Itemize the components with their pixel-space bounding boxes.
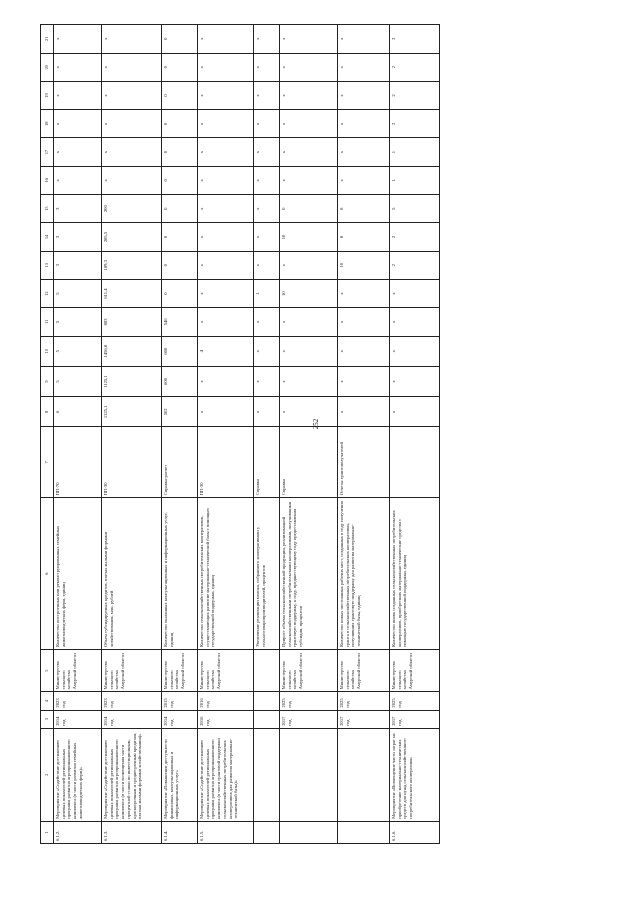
table-row <box>280 25 338 844</box>
table-cell-indicator: Количество вновь созданных сельскохозяйственных потребительских кооперативов, приобретших материально-технические средства с помощью государственной поддержки, единиц <box>390 498 440 650</box>
table-cell-v9: х <box>254 366 280 396</box>
column-header: 4 <box>41 692 54 710</box>
table-cell-v10: 600 <box>162 336 198 366</box>
table-cell-v15: х <box>198 195 254 223</box>
table-cell-v8: х <box>254 397 280 427</box>
table-sheet <box>40 24 620 844</box>
table-cell-v16: 0 <box>162 166 198 194</box>
table-cell-y2: 2016 год <box>198 692 254 710</box>
table-row <box>254 25 280 844</box>
table-cell-v20: х <box>54 53 102 81</box>
table-cell-v21: 0 <box>162 25 198 54</box>
table-cell-indicator: Прирост объема сельскохозяйственной продукции, реализованной сельскохозяйственными потребительскими кооперативами, получившими грантовую поддержку, к году, предшествующему году предоставления субсидии, процентов <box>280 498 338 650</box>
table-cell-exec: Министерство сельского хозяйства Амурской области <box>102 649 162 691</box>
column-header: 18 <box>41 110 54 138</box>
table-cell-exec: Министерство сельского хозяйства Амурской области <box>390 649 440 691</box>
table-cell-v14: х <box>198 223 254 251</box>
table-cell-v16: х <box>198 166 254 194</box>
table-cell-v8: х <box>198 397 254 427</box>
table-cell-v18: х <box>102 110 162 138</box>
indicators-table <box>40 24 440 844</box>
table-cell-v14: 2 <box>390 223 440 251</box>
table-cell-y2: 2025 год <box>338 692 390 710</box>
column-header: 19 <box>41 81 54 109</box>
table-cell-v13: х <box>198 251 254 279</box>
table-cell-v12: 0 <box>162 279 198 307</box>
table-cell-indicator: Количество оказанных консультационных и информационных услуг, единиц <box>162 498 198 650</box>
table-cell-y1: 2017 год <box>390 710 440 728</box>
table-cell-v15: 0 <box>162 195 198 223</box>
table-cell-y2: 2015 год <box>162 692 198 710</box>
table-cell-measure: Мероприятие «Содействие достижению целевых показателей региональных программ развития агропромышленного комплекса (в части развития семейных животноводческих ферм)» <box>54 728 102 821</box>
table-cell-v12: х <box>198 279 254 307</box>
table-cell-v15: 3 <box>54 195 102 223</box>
table-cell-v17: 0 <box>162 138 198 166</box>
table-cell-v19: х <box>338 81 390 109</box>
header-row <box>41 25 54 844</box>
table-cell-v12: х <box>390 279 440 307</box>
table-cell-v17: х <box>102 138 162 166</box>
column-header: 11 <box>41 308 54 336</box>
table-cell-measure <box>280 728 338 821</box>
table-cell-v19: х <box>280 81 338 109</box>
table-cell-v15: 200 <box>102 195 162 223</box>
table-cell-v15: 5 <box>390 195 440 223</box>
table-row <box>102 25 162 844</box>
table-cell-v11: х <box>280 308 338 336</box>
column-header: 3 <box>41 710 54 728</box>
table-cell-unit: Справка <box>280 427 338 498</box>
table-cell-v18: 2 <box>390 110 440 138</box>
table-cell-v10: 1456,8 <box>102 336 162 366</box>
table-cell-v14: 3 <box>54 223 102 251</box>
column-header: 5 <box>41 649 54 691</box>
table-cell-v21: х <box>280 25 338 54</box>
page-number: 252 <box>312 418 320 430</box>
table-cell-y1: 2016 год <box>198 710 254 728</box>
column-header: 14 <box>41 223 54 251</box>
table-cell-unit: Отчеты грантополучателей <box>338 427 390 498</box>
table-cell-unit <box>390 427 440 498</box>
table-cell-v11: 883 <box>102 308 162 336</box>
table-cell-v17: х <box>198 138 254 166</box>
table-cell-v10: 4 <box>198 336 254 366</box>
column-header: 16 <box>41 166 54 194</box>
table-cell-v12: х <box>338 279 390 307</box>
table-cell-indicator: Количество новых постоянных рабочих мест, созданных в году получения гранта в сельскохозяйственных потребительских кооперативах, получивших грантовую поддержку для развития материально-технической базы, единиц <box>338 498 390 650</box>
table-cell-v8: 1125,1 <box>102 397 162 427</box>
column-header: 8 <box>41 397 54 427</box>
table-cell-v17: х <box>54 138 102 166</box>
table-cell-v13: 2 <box>390 251 440 279</box>
table-cell-v18: х <box>254 110 280 138</box>
table-cell-v18: х <box>280 110 338 138</box>
table-cell-unit: Справка-расчет <box>162 427 198 498</box>
table-cell-exec: Министерство сельского хозяйства Амурской области <box>54 649 102 691</box>
table-cell-v14: 285,5 <box>102 223 162 251</box>
table-cell-y1: 2014 год <box>54 710 102 728</box>
table-cell-id: 6.1.6. <box>390 821 440 843</box>
column-header: 12 <box>41 279 54 307</box>
table-cell-v9: х <box>198 366 254 396</box>
table-cell-v14: х <box>254 223 280 251</box>
table-cell-y1: 2014 год <box>102 710 162 728</box>
table-cell-v16: х <box>102 166 162 194</box>
column-header: 15 <box>41 195 54 223</box>
table-cell-v8: х <box>390 397 440 427</box>
table-cell-indicator: Количество построенных или реконструированных семейных животноводческих ферм, единиц <box>54 498 102 650</box>
table-cell-indicator: Количество сельскохозяйственных потребительских кооперативов, осуществляющих развитие материально-технической базы с помощью государственной поддержки, единиц <box>198 498 254 650</box>
table-cell-v18: х <box>54 110 102 138</box>
table-cell-v16: х <box>54 166 102 194</box>
table-cell-v9: х <box>280 366 338 396</box>
table-cell-v17: х <box>338 138 390 166</box>
column-header: 17 <box>41 138 54 166</box>
table-cell-v20: х <box>254 53 280 81</box>
table-cell-v20: х <box>198 53 254 81</box>
table-cell-v18: х <box>198 110 254 138</box>
column-header: 10 <box>41 336 54 366</box>
table-cell-indicator: Увеличение реализации молока, собранного кооперативами у сельхозтоваропроизводителей, процентов <box>254 498 280 650</box>
table-cell-v10: х <box>390 336 440 366</box>
table-cell-v15: 8 <box>338 195 390 223</box>
table-cell-v12: 10 <box>280 279 338 307</box>
table-cell-v12: 611,4 <box>102 279 162 307</box>
table-cell-exec: Министерство сельского хозяйства Амурской области <box>338 649 390 691</box>
table-cell-v21: х <box>254 25 280 54</box>
table-cell-v11: х <box>390 308 440 336</box>
table-cell-v14: 0 <box>162 223 198 251</box>
table-cell-v11: х <box>254 308 280 336</box>
table-cell-y2: 2025 год <box>390 692 440 710</box>
table-cell-exec: Министерство сельского хозяйства Амурской области <box>162 649 198 691</box>
column-header: 6 <box>41 498 54 650</box>
table-cell-y1 <box>254 710 280 728</box>
table-cell-v19: 0 <box>162 81 198 109</box>
table-row <box>338 25 390 844</box>
table-cell-v13: 10 <box>338 251 390 279</box>
table-cell-exec: Министерство сельского хозяйства Амурской области <box>198 649 254 691</box>
table-cell-v11: 5 <box>54 308 102 336</box>
table-cell-measure <box>254 728 280 821</box>
table-cell-measure: Мероприятие «Содействие достижению целевых показателей региональных программ развития агропромышленного комплекса (в части грантовой поддержки сельскохозяйственных потребительских кооперативов для развития материально-технической базы)» <box>198 728 254 821</box>
table-cell-y2: 2023 год <box>102 692 162 710</box>
table-cell-unit: ПП-30 <box>198 427 254 498</box>
column-header: 1 <box>41 821 54 843</box>
table-cell-v14: 10 <box>280 223 338 251</box>
table-body <box>54 25 440 844</box>
table-row <box>390 25 440 844</box>
table-cell-v19: х <box>254 81 280 109</box>
table-cell-v21: х <box>102 25 162 54</box>
table-cell-v11: х <box>338 308 390 336</box>
table-cell-v20: 2 <box>390 53 440 81</box>
table-cell-v13: х <box>254 251 280 279</box>
table-cell-v9: 600 <box>162 366 198 396</box>
table-cell-y1: 2014 год <box>162 710 198 728</box>
table-cell-v20: х <box>280 53 338 81</box>
table-cell-v18: х <box>338 110 390 138</box>
table-cell-v11: 546 <box>162 308 198 336</box>
table-cell-id: 6.1.3. <box>102 821 162 843</box>
table-cell-v19: 2 <box>390 81 440 109</box>
table-cell-measure: Мероприятие «Повышение доступности финансовых, консультационных и информационных услуг» <box>162 728 198 821</box>
table-cell-v17: х <box>280 138 338 166</box>
table-cell-measure <box>338 728 390 821</box>
table-cell-indicator: Объем субсидируемых кредитов, взятых малыми формами хозяйствования, млн. рублей <box>102 498 162 650</box>
table-cell-unit: Справка <box>254 427 280 498</box>
table-cell-v15: 0 <box>280 195 338 223</box>
table-cell-v19: х <box>54 81 102 109</box>
table-row <box>198 25 254 844</box>
table-cell-id <box>338 821 390 843</box>
column-header: 2 <box>41 728 54 821</box>
table-cell-id <box>254 821 280 843</box>
table-cell-v12: 5 <box>54 279 102 307</box>
table-cell-v17: х <box>254 138 280 166</box>
table-cell-v8: 502 <box>162 397 198 427</box>
table-cell-v15: х <box>254 195 280 223</box>
table-cell-v8: х <box>280 397 338 427</box>
table-cell-measure: Мероприятие «Содействие достижению целевых показателей региональных программ развития агропромышленного комплекса (в части возмещения части процентной ставки по инвестиционным, краткосрочным и среднесрочным кредитам, взятым малыми формами хозяйствования)» <box>102 728 162 821</box>
table-cell-v9: х <box>390 366 440 396</box>
table-cell-exec <box>254 649 280 691</box>
table-cell-id: 6.1.5. <box>198 821 254 843</box>
table-cell-v19: х <box>198 81 254 109</box>
table-cell-measure: Мероприятие «Возмещение части затрат на приобретение материально-технических средств для нужд сельскохозяйственного потребительского кооператива» <box>390 728 440 821</box>
column-header: 20 <box>41 53 54 81</box>
table-cell-exec: Министерство сельского хозяйства Амурской области <box>280 649 338 691</box>
table-cell-v20: х <box>102 53 162 81</box>
table-cell-v21: х <box>198 25 254 54</box>
table-cell-v16: 1 <box>390 166 440 194</box>
table-cell-id: 6.1.2. <box>54 821 102 843</box>
table-cell-v10: х <box>280 336 338 366</box>
table-cell-v13: 3 <box>54 251 102 279</box>
table-cell-unit: ПП-70 <box>54 427 102 498</box>
table-cell-v11: х <box>198 308 254 336</box>
table-cell-v10: х <box>338 336 390 366</box>
table-cell-v13: 0 <box>162 251 198 279</box>
table-cell-v16: х <box>254 166 280 194</box>
column-header: 21 <box>41 25 54 54</box>
table-cell-v19: х <box>102 81 162 109</box>
table-cell-v21: х <box>54 25 102 54</box>
table-cell-v9: х <box>338 366 390 396</box>
table-row <box>162 25 198 844</box>
column-header: 7 <box>41 427 54 498</box>
table-cell-v14: 8 <box>338 223 390 251</box>
table-cell-y1: 2017 год <box>280 710 338 728</box>
table-cell-v21: х <box>338 25 390 54</box>
table-cell-y2 <box>254 692 280 710</box>
table-cell-v13: х <box>280 251 338 279</box>
table-cell-v8: х <box>338 397 390 427</box>
table-cell-v21: 2 <box>390 25 440 54</box>
table-cell-y2: 2023 год <box>54 692 102 710</box>
table-cell-y1: 2017 год <box>338 710 390 728</box>
table-cell-id: 6.1.4. <box>162 821 198 843</box>
table-cell-v9: 1125,1 <box>102 366 162 396</box>
table-cell-v17: 1 <box>390 138 440 166</box>
table-cell-v8: 6 <box>54 397 102 427</box>
table-cell-v10: 5 <box>54 336 102 366</box>
table-cell-v10: х <box>254 336 280 366</box>
column-header: 9 <box>41 366 54 396</box>
table-cell-v16: х <box>280 166 338 194</box>
column-header: 13 <box>41 251 54 279</box>
table-cell-v20: 0 <box>162 53 198 81</box>
table-cell-y2: 2025 год <box>280 692 338 710</box>
table-cell-v13: 189,3 <box>102 251 162 279</box>
table-cell-v12: 1 <box>254 279 280 307</box>
table-cell-id <box>280 821 338 843</box>
table-cell-v9: 5 <box>54 366 102 396</box>
table-cell-v16: х <box>338 166 390 194</box>
table-row <box>54 25 102 844</box>
table-cell-v20: х <box>338 53 390 81</box>
table-cell-unit: ПП-30 <box>102 427 162 498</box>
table-cell-v18: 0 <box>162 110 198 138</box>
